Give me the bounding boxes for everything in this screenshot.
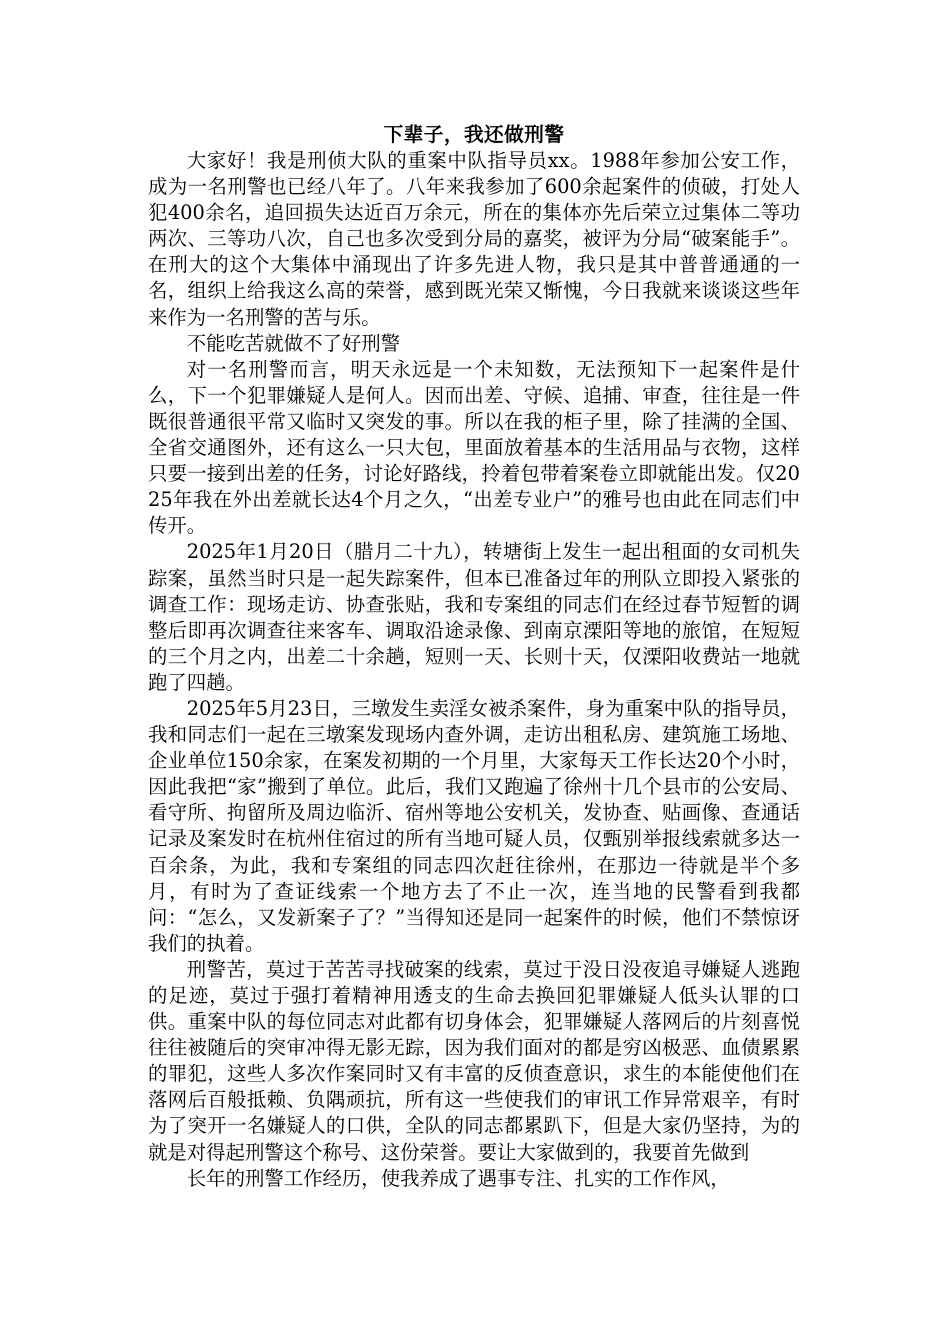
paragraph-work-style: 长年的刑警工作经历，使我养成了遇事专注、扎实的工作作风，: [186, 1166, 730, 1190]
document-title: 下辈子，我还做刑警: [383, 123, 565, 146]
paragraph-missing-driver-case: 2025年1月20日（腊月二十九），转塘街上发生一起出租面的女司机失踪案，虽然当时只是一起失踪案件，但本已准备过年的刑队立即投入紧张的调查工作：现场走访、协查张贴，我和专案组的同志们在经过春节短暂的调整后即再次调查往来客车、调取沿途录像、到南京溧阳等地的旅馆，在短短的三个月之内，出差二十余趟，短则一天、长则十天，仅溧阳收费站一地就跑了四趟。: [148, 540, 800, 694]
paragraph-intro: 大家好！我是刑侦大队的重案中队指导员xx。1988年参加公安工作，成为一名刑警也已经八年了。八年来我参加了600余起案件的侦破，打处人犯400余名，追回损失达近百万余元，所在的集体亦先后荣立过集体二等功两次、三等功八次，自己也多次受到分局的嘉奖，被评为分局“破案能手”。在刑大的这个大集体中涌现出了许多先进人物，我只是其中普普通通的一名，组织上给我这么高的荣誉，感到既光荣又惭愧，今日我就来谈谈这些年来作为一名刑警的苦与乐。: [148, 149, 800, 329]
section-heading: 不能吃苦就做不了好刑警: [186, 331, 401, 355]
paragraph-sandun-case: 2025年5月23日，三墩发生卖淫女被杀案件，身为重案中队的指导员，我和同志们一起在三墩案发现场内查外调，走访出租私房、建筑施工场地、企业单位150余家，在案发初期的一个月里，大家每天工作长达20个小时，因此我把“家”搬到了单位。此后，我们又跑遍了徐州十几个县市的公安局、看守所、拘留所及周边临沂、宿州等地公安机关，发协查、贴画像、查通话记录及案发时在杭州住宿过的所有当地可疑人员，仅甄别举报线索就多达一百余条，为此，我和专案组的同志四次赶往徐州，在那边一待就是半个多月，有时为了查证线索一个地方去了不止一次，连当地的民警看到我都问：“怎么，又发新案子了？”当得知还是同一起案件的时候，他们不禁惊讶我们的执着。: [148, 696, 800, 955]
paragraph-hardship: 刑警苦，莫过于苦苦寻找破案的线索，莫过于没日没夜追寻嫌疑人逃跑的足迹，莫过于强打着精神用透支的生命去换回犯罪嫌疑人低头认罪的口供。重案中队的每位同志对此都有切身体会，犯罪嫌疑人落网后的片刻喜悦往往被随后的突审冲得无影无踪，因为我们面对的都是穷凶极恶、血债累累的罪犯，这些人多次作案同时又有丰富的反侦查意识，求生的本能使他们在落网后百般抵赖、负隅顽抗，所有这一些使我们的审讯工作异常艰辛，有时为了突开一名嫌疑人的口供，全队的同志都累趴下，但是大家仍坚持，为的就是对得起刑警这个称号、这份荣誉。要让大家做到的，我要首先做到: [148, 957, 800, 1164]
document-page: [148, 122, 800, 1192]
paragraph-business-trips: 对一名刑警而言，明天永远是一个未知数，无法预知下一起案件是什么，下一个犯罪嫌疑人是何人。因而出差、守候、追捕、审查，往往是一件既很普通很平常又临时又突发的事。所以在我的柜子里，除了挂满的全国、全省交通图外，还有这么一只大包，里面放着基本的生活用品与衣物，这样只要一接到出差的任务，讨论好路线，拎着包带着案卷立即就能出发。仅2025年我在外出差就长达4个月之久，“出差专业户”的雅号也由此在同志们中传开。: [148, 357, 800, 538]
